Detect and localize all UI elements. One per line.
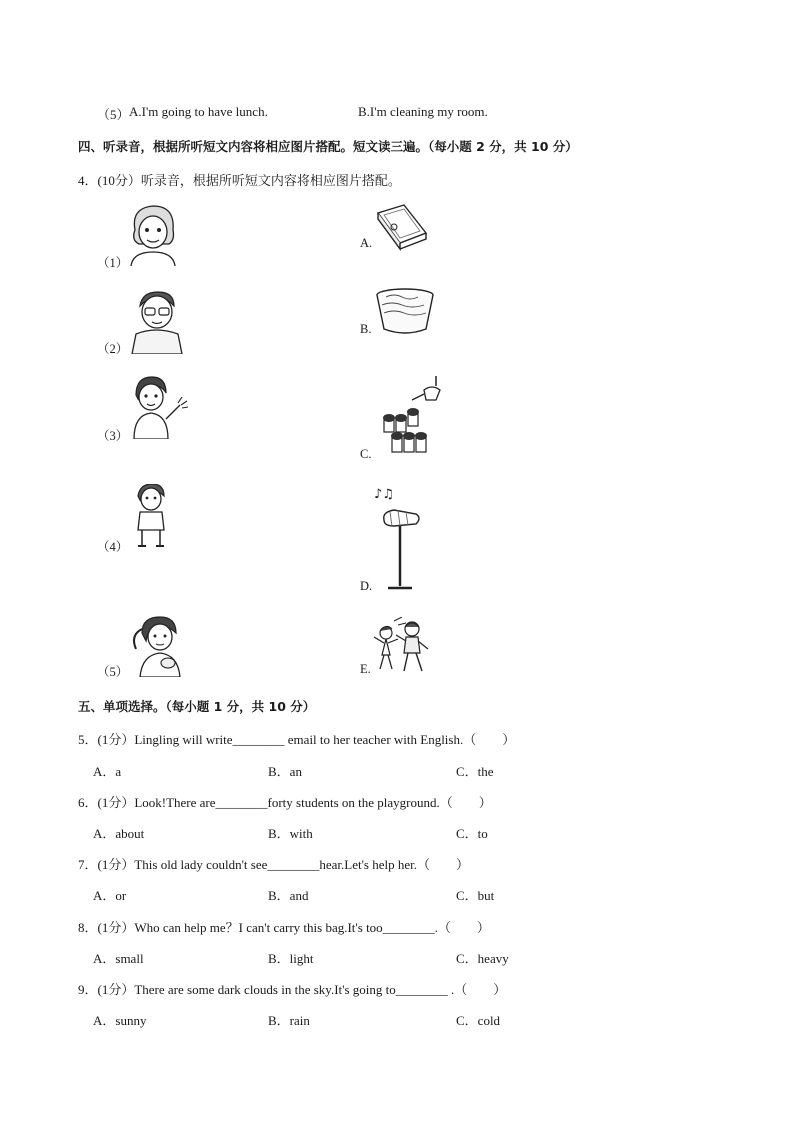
question-5-option-a[interactable]: A．a bbox=[93, 764, 122, 779]
water-bowl-icon bbox=[374, 287, 436, 335]
person-label-5: （5） bbox=[97, 665, 129, 679]
picture-label-b: B. bbox=[360, 322, 372, 336]
question-5-option-c[interactable]: C．the bbox=[456, 764, 494, 779]
question-8-option-b[interactable]: B．light bbox=[268, 951, 314, 966]
picture-label-d: D. bbox=[360, 579, 373, 593]
girl-ponytail-icon bbox=[128, 615, 190, 677]
question-7-option-a[interactable]: A．or bbox=[93, 888, 127, 903]
section-5-heading: 五、单项选择。（每小题 1 分，共 10 分） bbox=[78, 699, 316, 714]
question-5-option-b[interactable]: B．an bbox=[268, 764, 302, 779]
picture-label-c: C. bbox=[360, 447, 372, 461]
person-label-1: （1） bbox=[97, 256, 129, 270]
prev-item-number: （5） bbox=[97, 107, 130, 122]
prev-item-option-b: B.I'm cleaning my room. bbox=[358, 104, 488, 119]
question-8-option-c[interactable]: C．heavy bbox=[456, 951, 509, 966]
picture-label-a: A. bbox=[360, 236, 373, 250]
watering-plants-icon bbox=[380, 376, 444, 456]
children-playing-icon bbox=[372, 617, 438, 675]
boy-standing-icon bbox=[126, 484, 176, 550]
question-6-option-c[interactable]: C．to bbox=[456, 826, 488, 841]
question-7-text: 7．(1分）This old lady couldn't see________hear.Let's help her.（ ） bbox=[78, 857, 470, 872]
question-9-option-a[interactable]: A．sunny bbox=[93, 1013, 147, 1028]
girl-waving-icon bbox=[126, 375, 192, 439]
question-7-option-c[interactable]: C．but bbox=[456, 888, 495, 903]
question-9-text: 9．(1分）There are some dark clouds in the sky.It's going to________ .（ ） bbox=[78, 982, 507, 997]
question-8-text: 8．(1分）Who can help me？I can't carry this bag.It's too________.（ ） bbox=[78, 920, 490, 935]
question-4-text: 4．(10分）听录音，根据所听短文内容将相应图片搭配。 bbox=[78, 173, 401, 188]
question-5-text: 5．(1分）Lingling will write________ email to her teacher with English.（ ） bbox=[78, 732, 516, 747]
person-label-2: （2） bbox=[97, 342, 129, 356]
svg-text:♪♫: ♪♫ bbox=[374, 487, 394, 502]
question-6-option-a[interactable]: A．about bbox=[93, 826, 145, 841]
microphone-music-icon bbox=[370, 486, 426, 590]
section-4-heading: 四、听录音，根据所听短文内容将相应图片搭配。短文读三遍。（每小题 2 分，共 10 分） bbox=[78, 139, 578, 154]
question-6-text: 6．(1分）Look!There are________forty students on the playground.（ ） bbox=[78, 795, 492, 810]
person-label-3: （3） bbox=[97, 429, 129, 443]
man-glasses-icon bbox=[128, 288, 186, 354]
prev-item-option-a: A.I'm going to have lunch. bbox=[129, 104, 268, 119]
book-icon bbox=[374, 203, 430, 253]
picture-label-e: E. bbox=[360, 662, 371, 676]
question-6-option-b[interactable]: B．with bbox=[268, 826, 313, 841]
woman-portrait-icon bbox=[125, 200, 181, 266]
person-label-4: （4） bbox=[97, 540, 129, 554]
question-7-option-b[interactable]: B．and bbox=[268, 888, 309, 903]
question-8-option-a[interactable]: A．small bbox=[93, 951, 144, 966]
question-9-option-c[interactable]: C．cold bbox=[456, 1013, 501, 1028]
question-9-option-b[interactable]: B．rain bbox=[268, 1013, 310, 1028]
